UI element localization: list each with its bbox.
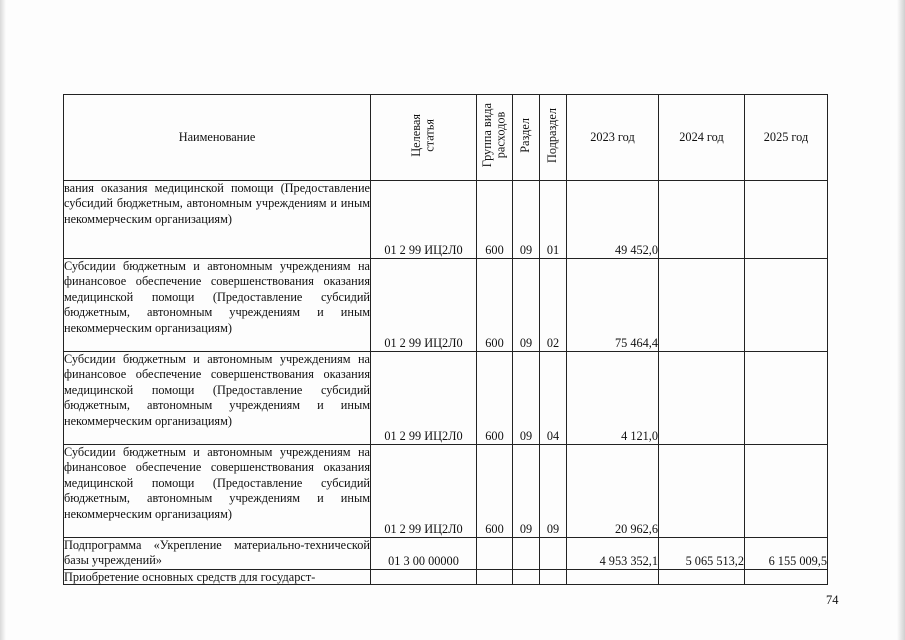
cell-2023: 49 452,0 (567, 181, 659, 259)
cell-2025 (745, 445, 828, 538)
cell-name: Субсидии бюджетным и автономным учреждениям на финансовое обеспечение совершенствования оказания медицинской помощи (Предоставление субсидий бюджетным, автономным учреждениям и иным некоммерческим организациям) (64, 259, 371, 352)
cell-2025 (745, 259, 828, 352)
header-target-article: Целевая статья (371, 95, 477, 181)
cell-2024: 5 065 513,2 (659, 538, 745, 570)
table-row (64, 259, 828, 352)
table-row (64, 352, 828, 445)
cell-target-article: 01 2 99 ИЦ2Л0 (371, 445, 477, 538)
header-expense-group: Группа вида расходов (477, 95, 513, 181)
cell-expense-group (477, 570, 513, 585)
cell-2024 (659, 445, 745, 538)
table-header-row (64, 95, 828, 181)
cell-subsection (540, 570, 567, 585)
cell-2025 (745, 352, 828, 445)
cell-2025 (745, 181, 828, 259)
cell-2024 (659, 570, 745, 585)
cell-subsection (540, 538, 567, 570)
cell-subsection: 02 (540, 259, 567, 352)
table-row (64, 181, 828, 259)
cell-name: Приобретение основных средств для государст- (64, 570, 371, 585)
cell-section: 09 (513, 259, 540, 352)
cell-section: 09 (513, 445, 540, 538)
budget-table (63, 94, 828, 585)
header-2024: 2024 год (659, 95, 745, 181)
cell-2024 (659, 259, 745, 352)
cell-target-article: 01 2 99 ИЦ2Л0 (371, 352, 477, 445)
cell-2023: 20 962,6 (567, 445, 659, 538)
cell-2023 (567, 570, 659, 585)
header-subsection: Подраздел (540, 95, 567, 181)
page-edge-left (0, 0, 6, 640)
cell-name: Подпрограмма «Укрепление материально-технической базы учреждений» (64, 538, 371, 570)
table-row (64, 538, 828, 570)
cell-expense-group: 600 (477, 259, 513, 352)
cell-section: 09 (513, 181, 540, 259)
cell-2023: 4 953 352,1 (567, 538, 659, 570)
cell-section (513, 570, 540, 585)
cell-section (513, 538, 540, 570)
cell-name: Субсидии бюджетным и автономным учреждениям на финансовое обеспечение совершенствования оказания медицинской помощи (Предоставление субсидий бюджетным, автономным учреждениям и иным некоммерческим организациям) (64, 352, 371, 445)
header-name: Наименование (64, 95, 371, 181)
cell-2023: 75 464,4 (567, 259, 659, 352)
cell-expense-group (477, 538, 513, 570)
cell-target-article (371, 570, 477, 585)
cell-target-article: 01 3 00 00000 (371, 538, 477, 570)
cell-2023: 4 121,0 (567, 352, 659, 445)
cell-subsection: 01 (540, 181, 567, 259)
cell-expense-group: 600 (477, 445, 513, 538)
cell-target-article: 01 2 99 ИЦ2Л0 (371, 259, 477, 352)
cell-name: Субсидии бюджетным и автономным учреждениям на финансовое обеспечение совершенствования оказания медицинской помощи (Предоставление субсидий бюджетным, автономным учреждениям и иным некоммерческим организациям) (64, 445, 371, 538)
cell-subsection: 04 (540, 352, 567, 445)
cell-target-article: 01 2 99 ИЦ2Л0 (371, 181, 477, 259)
page-edge-right (897, 0, 905, 640)
cell-2025: 6 155 009,5 (745, 538, 828, 570)
cell-section: 09 (513, 352, 540, 445)
cell-subsection: 09 (540, 445, 567, 538)
cell-2024 (659, 181, 745, 259)
cell-name: вания оказания медицинской помощи (Предоставление субсидий бюджетным, автономным учреждениям и иным некоммерческим организациям) (64, 181, 371, 259)
header-2025: 2025 год (745, 95, 828, 181)
header-section: Раздел (513, 95, 540, 181)
cell-2024 (659, 352, 745, 445)
header-2023: 2023 год (567, 95, 659, 181)
cell-expense-group: 600 (477, 352, 513, 445)
table-row (64, 570, 828, 585)
cell-expense-group: 600 (477, 181, 513, 259)
cell-2025 (745, 570, 828, 585)
page-number: 74 (826, 593, 839, 607)
table-row (64, 445, 828, 538)
